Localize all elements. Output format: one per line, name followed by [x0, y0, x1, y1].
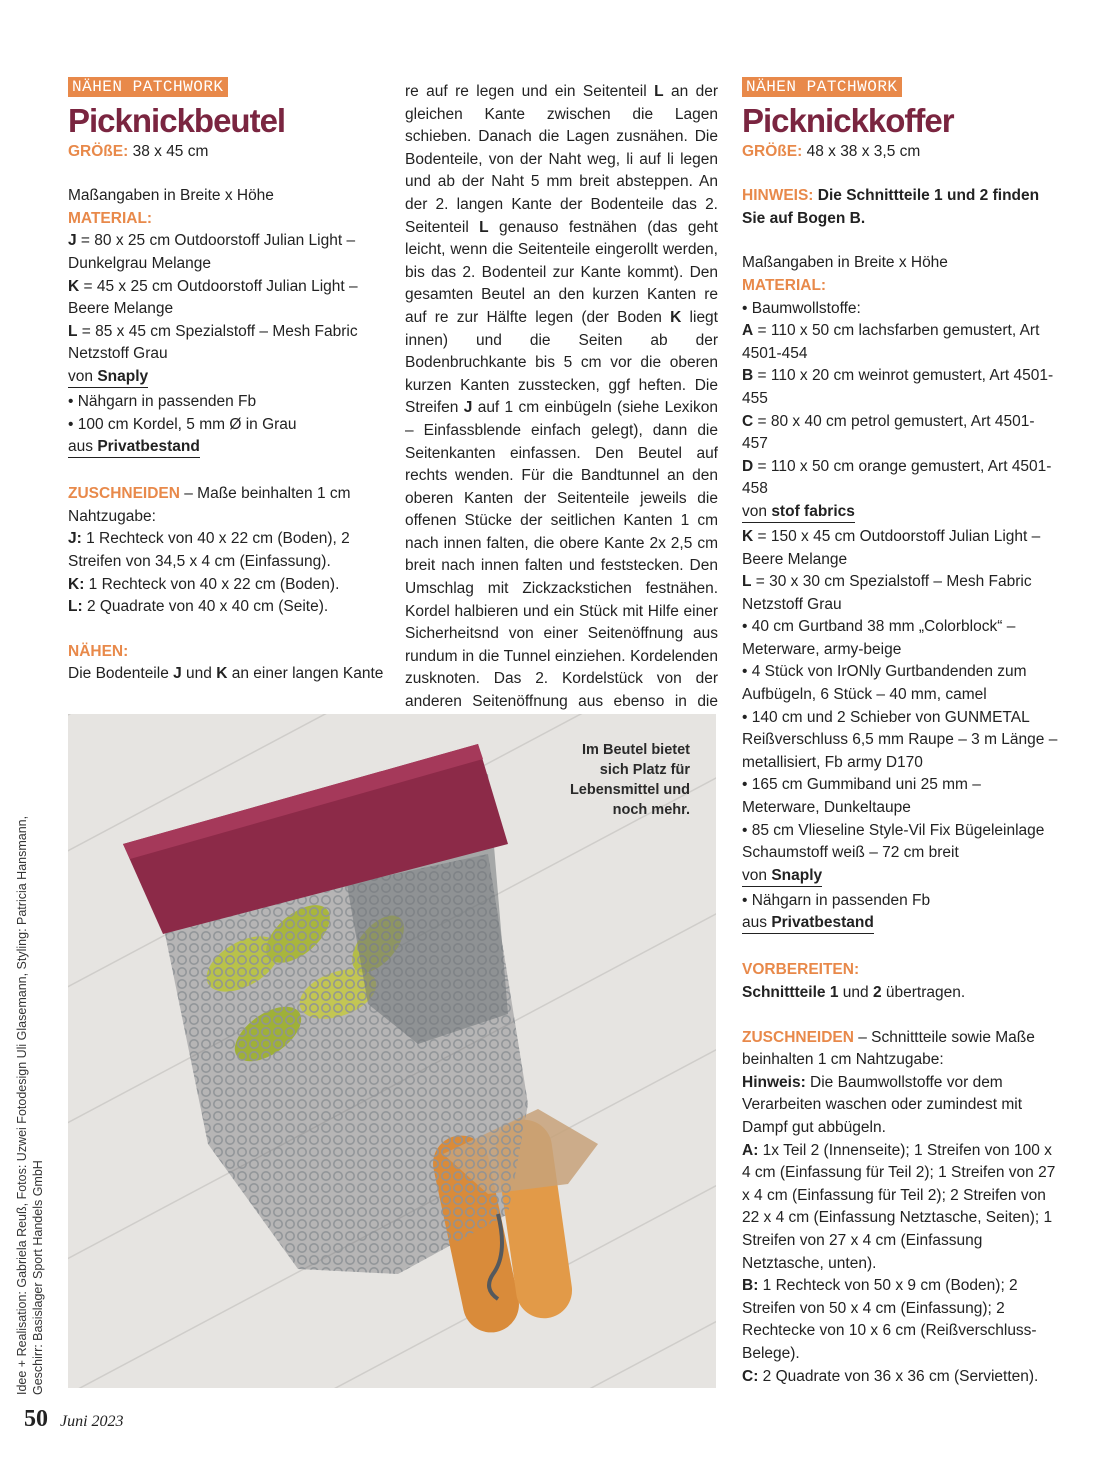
material-item: • Nähgarn in passenden Fb [68, 392, 257, 410]
cut-l: L: 2 Quadrate von 40 x 40 cm (Seite). [68, 598, 329, 616]
cut-hint: Hinweis: Die Baumwollstoffe vor dem Verarbeiten waschen oder zumindest mit Dampf gut abbügeln. [742, 1073, 1023, 1136]
material-l: L = 85 x 45 cm Spezialstoff – Mesh Fabric Netzstoff Grau [68, 322, 358, 363]
material-label: MATERIAL: [742, 276, 827, 294]
material-cotton: • Baumwollstoffe: [742, 299, 861, 317]
page-footer [24, 1406, 124, 1433]
cut-intro: ZUSCHNEIDEN – Maße beinhalten 1 cm Nahtzugabe: [68, 485, 351, 525]
material-item: • 40 cm Gurtband 38 mm „Colorblock“ – Meterware, army-beige [742, 618, 1016, 658]
cut-b: B: 1 Rechteck von 50 x 9 cm (Boden); 2 Streifen von 50 x 4 cm (Einfassung); 2 Rechtecke von 10 x 6 cm (Reißverschluss-Belege). [742, 1277, 1037, 1362]
material-item: • 140 cm und 2 Schieber von GUNMETAL Reißverschluss 6,5 mm Raupe – 3 m Länge – metallisiert, Fb army D170 [742, 708, 1058, 771]
prep-text: Schnittteile 1 und 2 übertragen. [742, 984, 966, 1001]
hint-line: HINWEIS: Die Schnittteile 1 und 2 finden Sie auf Bogen B. [742, 187, 1040, 227]
source-snaply: von Snaply [68, 366, 386, 391]
measure-note: Maßangaben in Breite x Höhe [742, 254, 948, 272]
material-d: D = 110 x 50 cm orange gemustert, Art 4501-458 [742, 457, 1052, 498]
sewing-instructions: re auf re legen und ein Seitenteil L an der gleichen Kante zwischen die Lagen schieben. Danach die Lagen zusnähen. Die Bodenteile, von der Naht weg, li auf li legen und ab der Naht 5 mm breit absteppen. An der 2. langen Kante der Bodenteile das 2. Seitenteil L genauso festnähen (das geht leicht, wenn die Seitenteile eingerollt werden, bis das 2. Bodenteil zur Kante kommt). Den gesamten Beutel an den kurzen Kanten re auf re zur Hälfte legen (der Boden K liegt innen) und die Seiten ab der Bodenbruchkante bis 5 cm vor die oberen kurzen Kanten zusstecken, ggf heften. Die Streifen J auf 1 cm einbügeln (siehe Lexikon – Einfassblende einfach gelegt), dann die Seitenkanten einfassen. Den Beutel auf rechts wenden. Für die Bandtunnel an den oberen Kanten der Seitenteile jeweils die offenen Stücke der seitlichen Kanten 1 cm nach innen falten, die obere Kante 2x 2,5 cm breit nach innen falten und feststecken. Den Umschlag mit Zickzackstichen festnähen. Kordel halbieren und ein Stück mit Hilfe einer Sicherheitsnd von einer Seitenöffnung aus rundum in die Tunnel einziehen. Kordelenden zusknoten. Das 2. Kordelstück von der anderen Seitenöffnung aus ebenso in die [405, 83, 718, 711]
source-stof: von stof fabrics [742, 501, 1060, 526]
size-line: GRÖßE: 48 x 38 x 3,5 cm [742, 142, 921, 160]
material-item: • 100 cm Kordel, 5 mm Ø in Grau [68, 415, 297, 433]
material-j: J = 80 x 25 cm Outdoorstoff Julian Light – Dunkelgrau Melange [68, 232, 356, 272]
measure-note: Maßangaben in Breite x Höhe [68, 187, 274, 205]
material-b: B = 110 x 20 cm weinrot gemustert, Art 4501-455 [742, 367, 1054, 407]
material-item: • 4 Stück von IrONly Gurtbandenden zum Aufbügeln, 6 Stück – 40 mm, camel [742, 663, 1027, 704]
cut-k: K: 1 Rechteck von 40 x 22 cm (Boden). [68, 575, 340, 593]
material-a: A = 110 x 50 cm lachsfarben gemustert, Art 4501-454 [742, 322, 1040, 362]
material-item: • 165 cm Gummiband uni 25 mm – Meterware, Dunkeltaupe [742, 776, 981, 817]
photo-credit: Idee + Realisation: Gabriela Reuß, Fotos: Uzwei Fotodesign Uli Glasemann, Styling: Patricia Hansmann, Geschirr: Basislager Sport Handels GmbH [15, 815, 45, 1395]
cut-a: A: 1x Teil 2 (Innenseite); 1 Streifen von 100 x 4 cm (Einfassung für Teil 2); 1 Streifen von 27 x 4 cm (Einfassung für Teil 2); 2 Streifen von 22 x 4 cm (Einfassung Netztasche, Seiten); 1 Streifen von 27 x 4 cm (Einfassung Netztasche, unten). [742, 1141, 1056, 1272]
source-private: aus Privatbestand [68, 436, 386, 461]
material-k: K = 45 x 25 cm Outdoorstoff Julian Light – Beere Melange [68, 277, 358, 318]
material-item: • Nähgarn in passenden Fb [742, 891, 931, 909]
material-k: K = 150 x 45 cm Outdoorstoff Julian Light – Beere Melange [742, 527, 1041, 568]
left-column [68, 76, 386, 686]
cut-intro: ZUSCHNEIDEN – Schnittteile sowie Maße beinhalten 1 cm Nahtzugabe: [742, 1028, 1035, 1069]
article-title: Picknickbeutel [68, 101, 286, 139]
article-title: Picknickkoffer [742, 101, 954, 139]
issue-date: Juni 2023 [60, 1413, 124, 1430]
cut-c: C: 2 Quadrate von 36 x 36 cm (Servietten). [742, 1367, 1039, 1385]
source-snaply: von Snaply [742, 865, 1060, 890]
section-tag: NÄHEN PATCHWORK [742, 77, 902, 97]
sew-text: Die Bodenteile J und K an einer langen Kante [68, 665, 384, 683]
section-tag: NÄHEN PATCHWORK [68, 77, 228, 97]
size-line: GRÖßE: 38 x 45 cm [68, 142, 209, 160]
cut-j: J: 1 Rechteck von 40 x 22 cm (Boden), 2 Streifen von 34,5 x 4 cm (Einfassung). [68, 530, 350, 570]
material-item: • 85 cm Vlieseline Style-Vil Fix Bügeleinlage Schaumstoff weiß – 72 cm breit [742, 821, 1045, 862]
material-label: MATERIAL: [68, 209, 153, 227]
right-column [742, 76, 1060, 1388]
material-c: C = 80 x 40 cm petrol gemustert, Art 4501-457 [742, 412, 1035, 453]
material-l: L = 30 x 30 cm Spezialstoff – Mesh Fabric Netzstoff Grau [742, 573, 1032, 613]
page-number: 50 [24, 1406, 48, 1432]
sew-label: NÄHEN: [68, 642, 129, 660]
middle-column [405, 81, 718, 736]
source-private: aus Privatbestand [742, 912, 1060, 937]
photo-caption: Im Beutel bietet sich Platz für Lebensmittel und noch mehr. [569, 742, 690, 818]
prep-label: VORBEREITEN: [742, 961, 860, 979]
